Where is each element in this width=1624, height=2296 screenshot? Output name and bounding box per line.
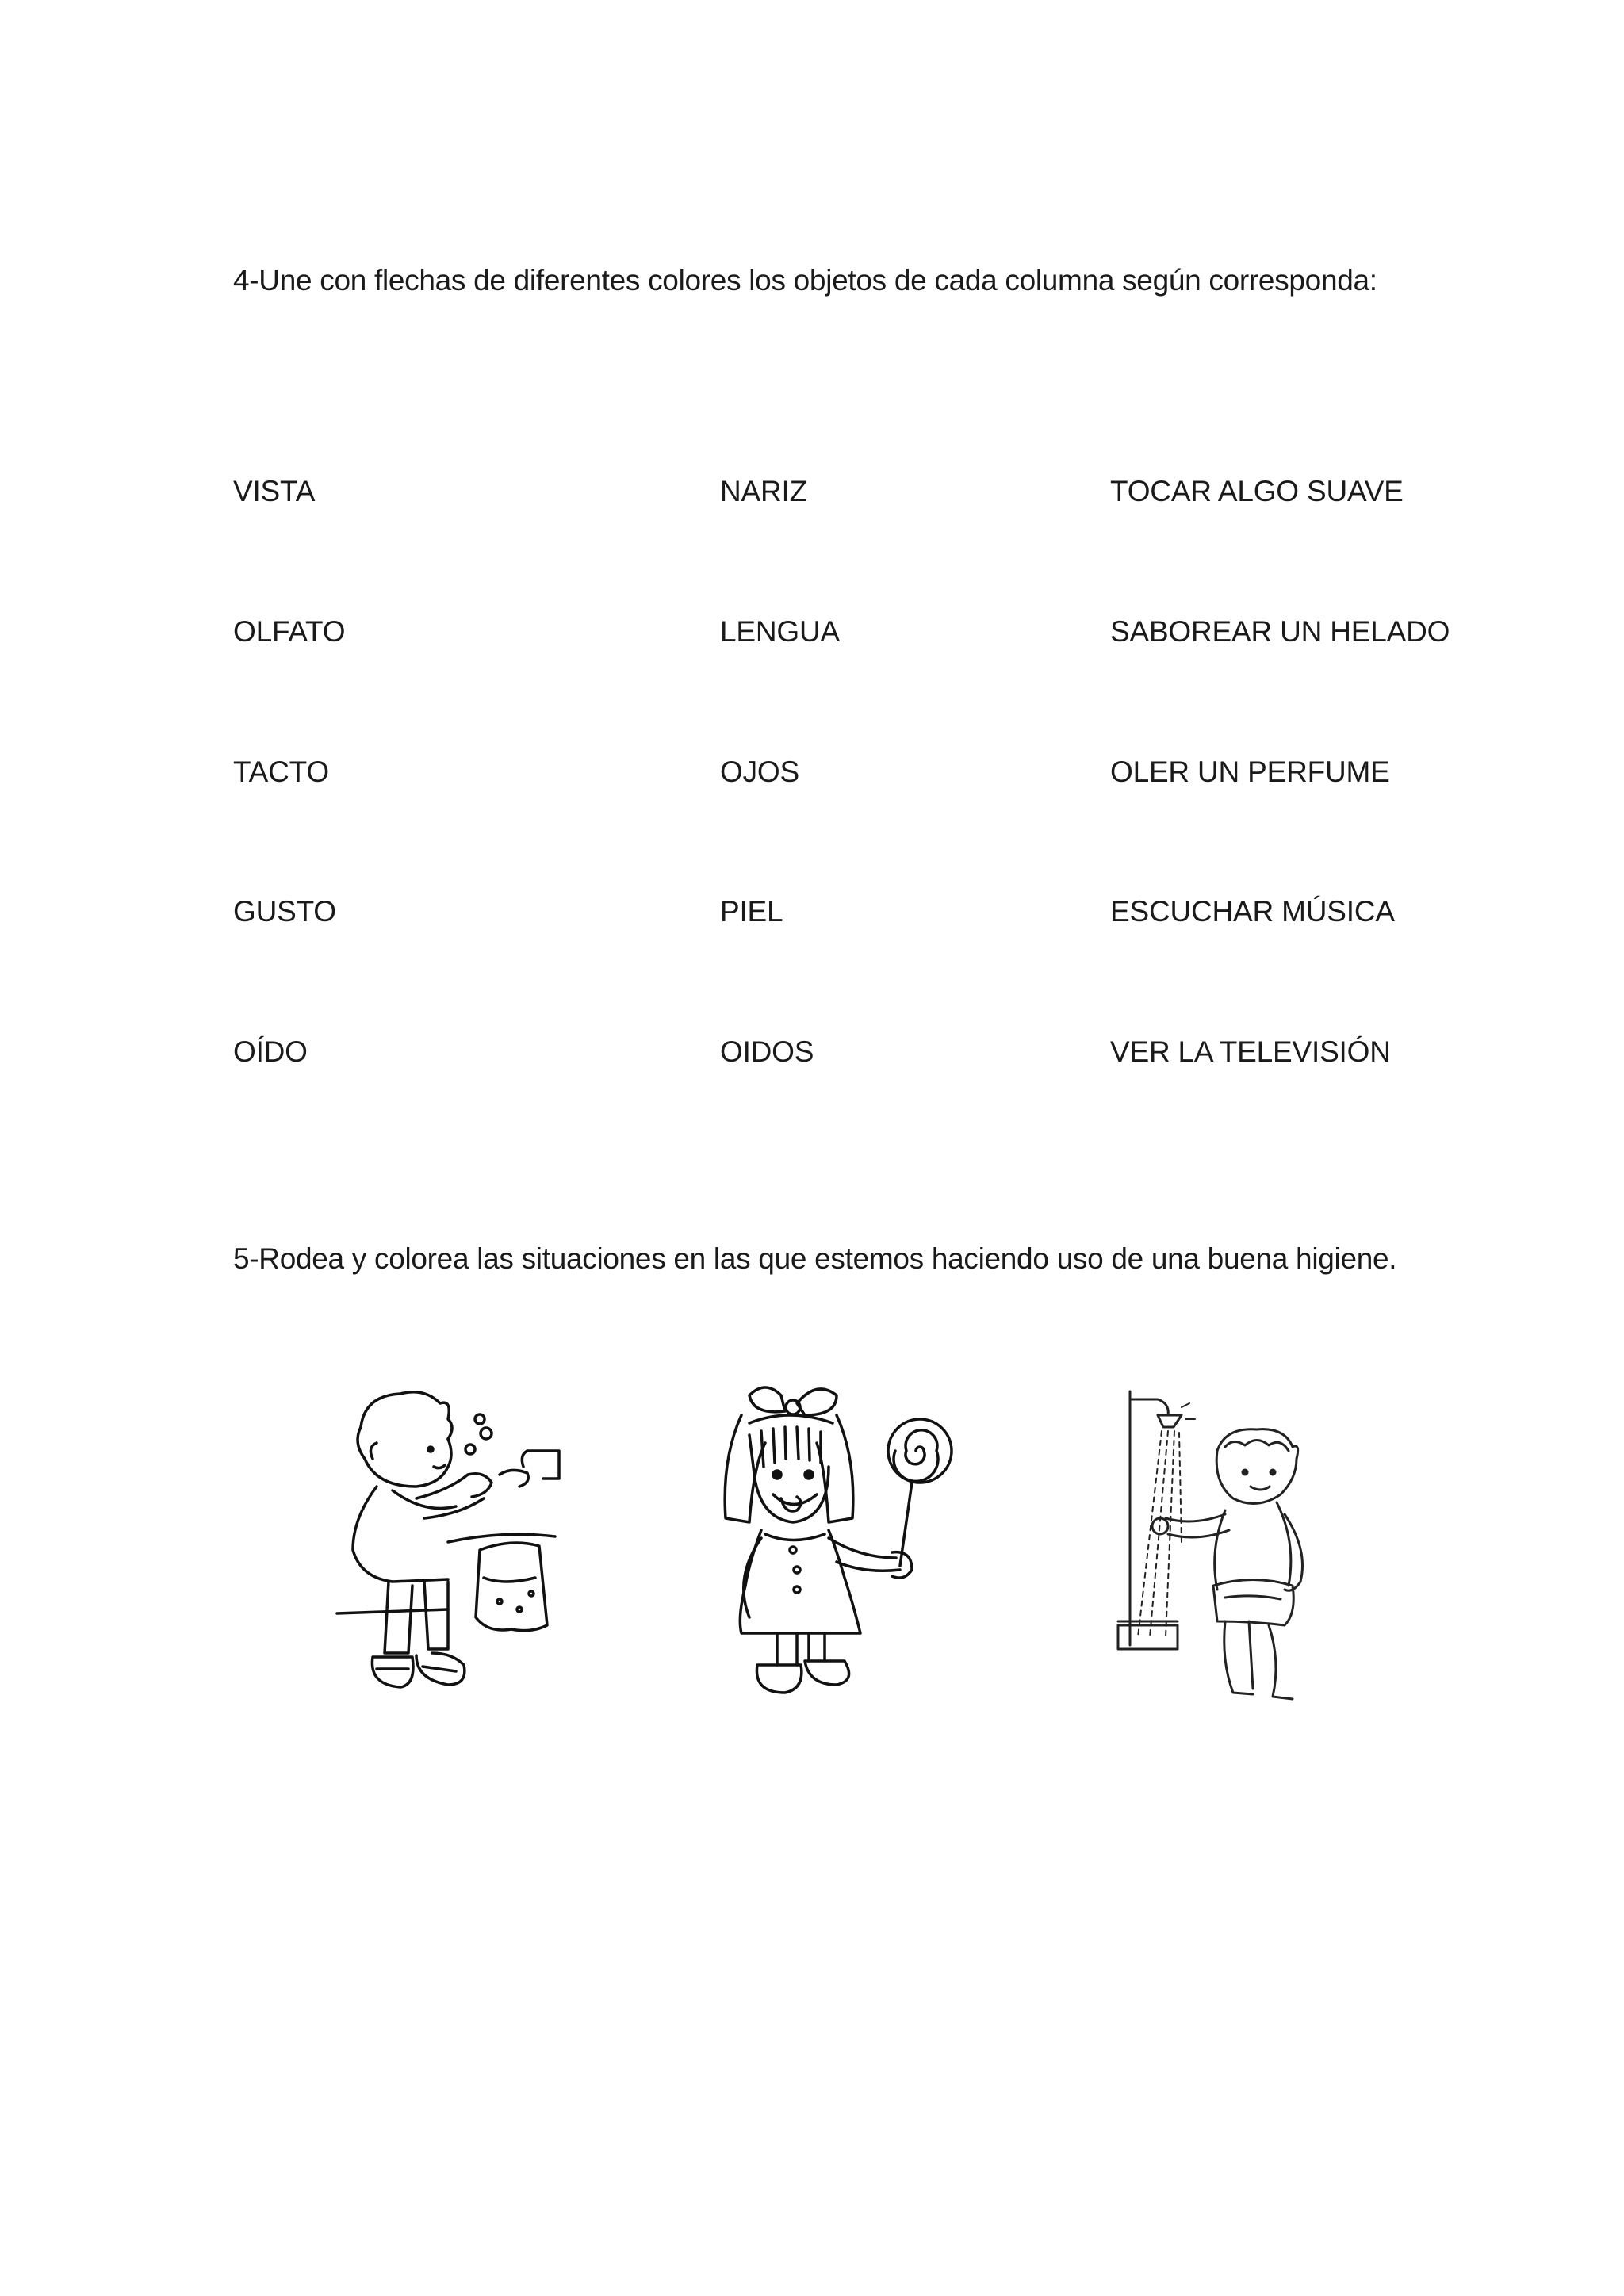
child-showering-icon[interactable] bbox=[1106, 1383, 1336, 1716]
organ-cell: OJOS bbox=[720, 756, 799, 788]
organ-cell: PIEL bbox=[720, 895, 783, 928]
sense-cell: TACTO bbox=[233, 756, 329, 788]
exercise-5-instruction: 5-Rodea y colorea las situaciones en las que estemos haciendo uso de una buena higiene. bbox=[233, 1242, 1397, 1275]
action-cell: SABOREAR UN HELADO bbox=[1110, 615, 1450, 648]
sense-cell: GUSTO bbox=[233, 895, 336, 928]
sense-cell: VISTA bbox=[233, 475, 316, 507]
action-cell: OLER UN PERFUME bbox=[1110, 756, 1390, 788]
action-cell: TOCAR ALGO SUAVE bbox=[1110, 475, 1404, 507]
action-cell: ESCUCHAR MÚSICA bbox=[1110, 895, 1395, 928]
organ-cell: LENGUA bbox=[720, 615, 840, 648]
action-cell: VER LA TELEVISIÓN bbox=[1110, 1035, 1391, 1068]
sense-cell: OLFATO bbox=[233, 615, 346, 648]
organ-cell: NARIZ bbox=[720, 475, 808, 507]
girl-with-lollipop-icon[interactable] bbox=[718, 1380, 963, 1697]
sense-cell: OÍDO bbox=[233, 1035, 308, 1068]
organ-cell: OIDOS bbox=[720, 1035, 814, 1068]
child-washing-hands-icon[interactable] bbox=[329, 1380, 583, 1705]
exercise-4-instruction: 4-Une con flechas de diferentes colores los objetos de cada columna según corresponda: bbox=[233, 264, 1377, 297]
